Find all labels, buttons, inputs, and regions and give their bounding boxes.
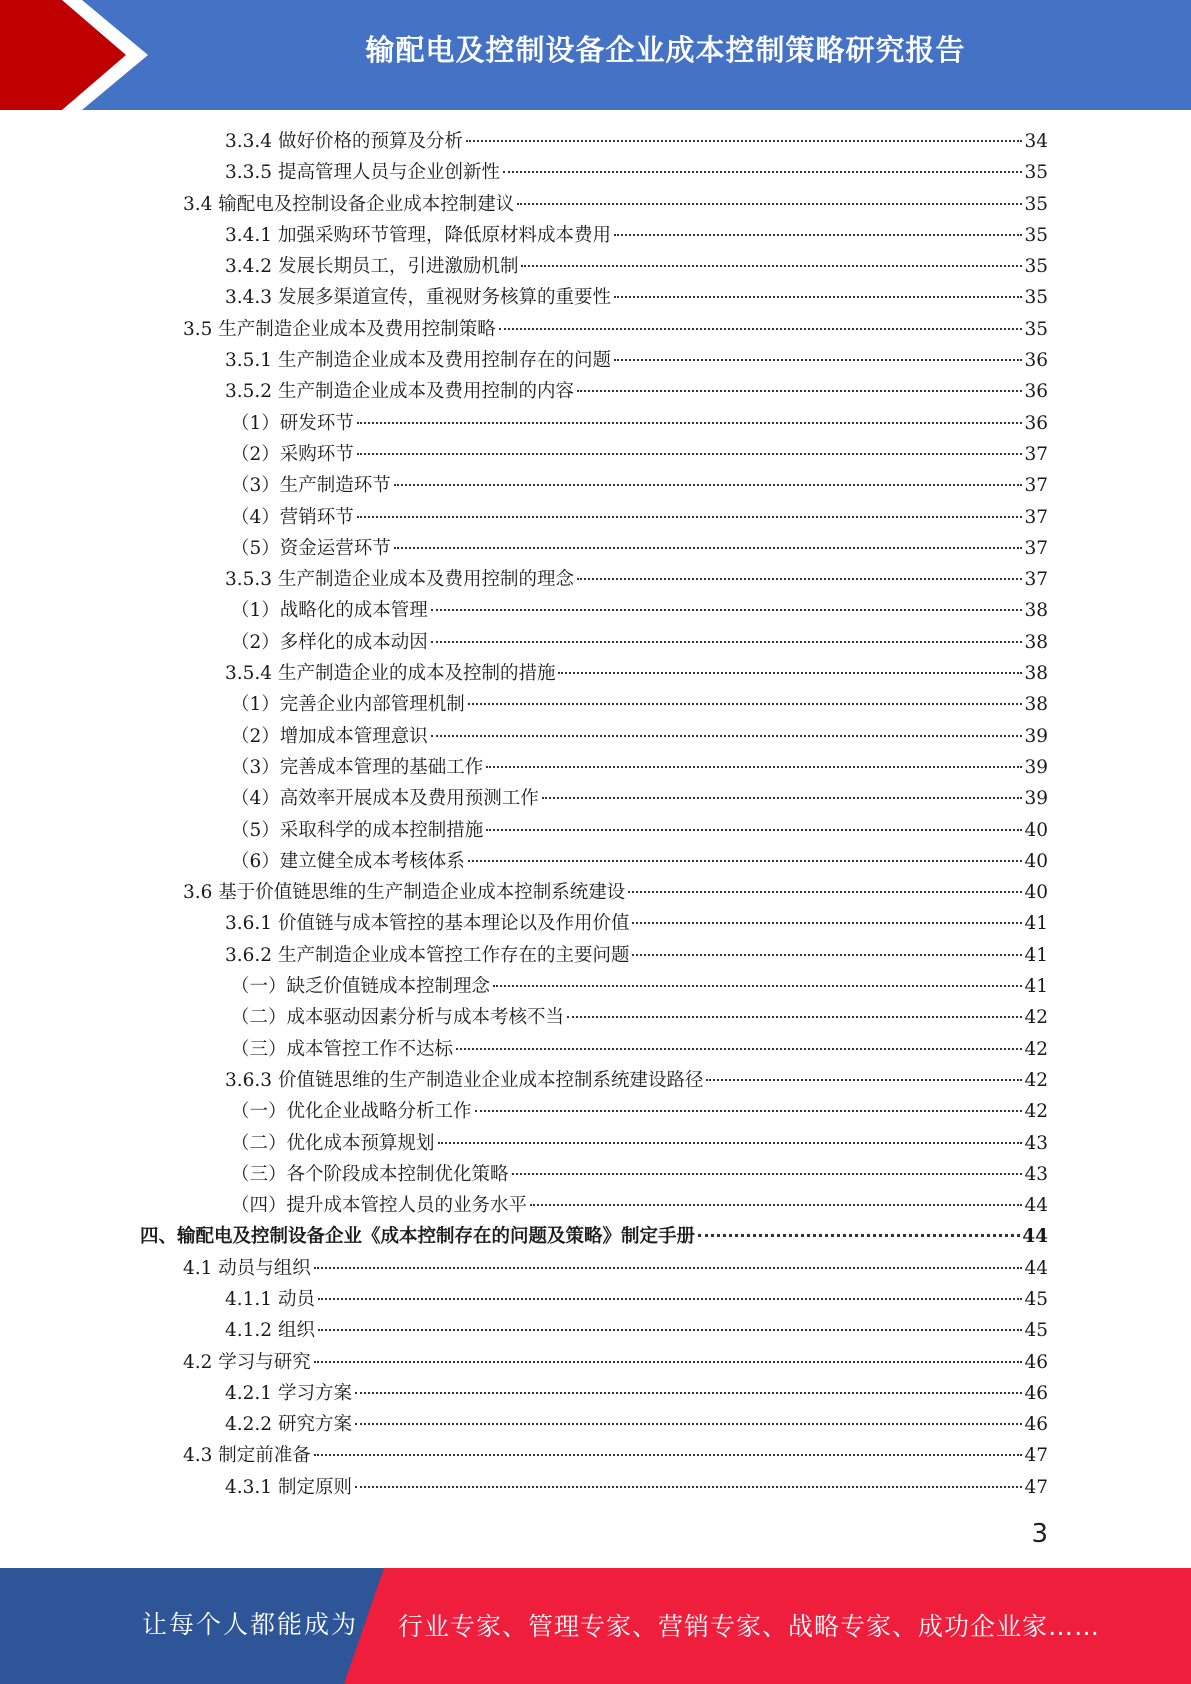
toc-entry-page: 37	[1024, 537, 1048, 559]
toc-entry-page: 35	[1024, 193, 1048, 215]
toc-entry[interactable]	[140, 1159, 1048, 1190]
toc-entry-page: 36	[1024, 381, 1048, 403]
toc-entry-page: 41	[1024, 944, 1048, 966]
toc-entry-page: 35	[1024, 256, 1048, 278]
header-red-arrow	[0, 0, 126, 110]
toc-entry-title: 3.5 生产制造企业成本及费用控制策略	[183, 318, 496, 340]
toc-entry[interactable]	[140, 721, 1048, 752]
toc-entry[interactable]	[140, 1002, 1048, 1033]
toc-entry-title: 4.3.1 制定原则	[225, 1476, 352, 1498]
toc-entry[interactable]	[140, 971, 1048, 1002]
toc-entry[interactable]	[140, 940, 1048, 971]
toc-dot-leader	[628, 891, 1022, 893]
toc-entry-title: 3.3.4 做好价格的预算及分析	[225, 131, 463, 152]
toc-entry[interactable]	[140, 1472, 1048, 1503]
toc-entry-title: 4.1 动员与组织	[183, 1257, 311, 1279]
toc-dot-leader	[314, 1454, 1023, 1456]
toc-entry[interactable]	[140, 783, 1048, 814]
toc-entry-title: （3）生产制造环节	[231, 475, 391, 497]
toc-entry-page: 42	[1024, 1007, 1048, 1029]
toc-entry-page: 47	[1024, 1445, 1048, 1467]
toc-entry[interactable]	[140, 1378, 1048, 1409]
toc-dot-leader	[577, 390, 1022, 392]
toc-entry-title: （二）优化成本预算规划	[231, 1132, 435, 1154]
toc-dot-leader	[706, 1079, 1022, 1081]
toc-entry-page: 35	[1024, 224, 1048, 246]
toc-dot-leader	[632, 954, 1022, 956]
toc-dot-leader	[512, 1173, 1023, 1175]
toc-dot-leader	[431, 609, 1023, 611]
toc-entry-title: （2）采购环节	[231, 443, 354, 465]
toc-entry-title: （一）缺乏价值链成本控制理念	[231, 976, 491, 998]
toc-entry-page: 36	[1024, 350, 1048, 372]
toc-dot-leader	[632, 922, 1022, 924]
toc-entry-title: （一）优化企业战略分析工作	[231, 1101, 472, 1123]
toc-entry-page: 35	[1024, 318, 1048, 340]
toc-dot-leader	[475, 1110, 1023, 1112]
toc-dot-leader	[431, 735, 1023, 737]
toc-entry[interactable]	[140, 752, 1048, 783]
toc-entry[interactable]	[140, 1096, 1048, 1127]
toc-dot-leader	[521, 265, 1022, 267]
toc-entry[interactable]	[140, 564, 1048, 595]
toc-entry-title: （3）完善成本管理的基础工作	[231, 756, 484, 778]
toc-entry[interactable]	[140, 439, 1048, 470]
toc-entry-page: 47	[1024, 1476, 1048, 1498]
toc-entry[interactable]	[140, 282, 1048, 313]
toc-dot-leader	[577, 578, 1022, 580]
toc-entry-title: 3.4.3 发展多渠道宣传，重视财务核算的重要性	[225, 287, 611, 309]
toc-entry-page: 38	[1024, 663, 1048, 685]
toc-dot-leader	[355, 1486, 1023, 1488]
toc-entry-title: 3.5.3 生产制造企业成本及费用控制的理念	[225, 569, 574, 591]
toc-entry[interactable]	[140, 1253, 1048, 1284]
toc-dot-leader	[466, 140, 1022, 142]
toc-entry[interactable]	[140, 815, 1048, 846]
toc-entry[interactable]	[140, 376, 1048, 407]
toc-entry-page: 46	[1024, 1382, 1048, 1404]
toc-entry-title: （二）成本驱动因素分析与成本考核不当	[231, 1007, 565, 1029]
toc-entry-page: 46	[1024, 1351, 1048, 1373]
toc-entry[interactable]	[140, 1190, 1048, 1221]
toc-entry-page: 38	[1024, 694, 1048, 716]
toc-entry[interactable]	[140, 251, 1048, 282]
toc-entry-title: 3.4.2 发展长期员工，引进激励机制	[225, 256, 519, 278]
toc-entry-title: 3.6.1 价值链与成本管控的基本理论以及作用价值	[225, 913, 630, 935]
toc-dot-leader	[468, 703, 1023, 705]
page-footer	[0, 1568, 1191, 1684]
toc-entry-page: 43	[1024, 1132, 1048, 1154]
toc-entry[interactable]	[140, 1128, 1048, 1159]
toc-entry-title: （2）增加成本管理意识	[231, 725, 428, 747]
toc-entry[interactable]	[140, 533, 1048, 564]
toc-entry-title: 3.6.2 生产制造企业成本管控工作存在的主要问题	[225, 944, 630, 966]
toc-entry-page: 37	[1024, 443, 1048, 465]
toc-entry[interactable]	[140, 595, 1048, 626]
toc-entry-page: 44	[1024, 1257, 1048, 1279]
toc-entry-title: 4.3 制定前准备	[183, 1445, 311, 1467]
toc-entry[interactable]	[140, 1409, 1048, 1440]
toc-entry-page: 40	[1024, 850, 1048, 872]
toc-entry-page: 42	[1024, 1038, 1048, 1060]
toc-entry-page: 34	[1024, 131, 1048, 152]
toc-dot-leader	[614, 359, 1022, 361]
toc-entry[interactable]	[140, 846, 1048, 877]
toc-entry[interactable]	[140, 220, 1048, 251]
toc-entry-title: 3.4.1 加强采购环节管理，降低原材料成本费用	[225, 224, 611, 246]
toc-entry-title: （6）建立健全成本考核体系	[231, 850, 465, 872]
toc-entry-page: 39	[1024, 756, 1048, 778]
toc-dot-leader	[567, 1016, 1022, 1018]
toc-dot-leader	[357, 516, 1023, 518]
toc-dot-leader	[486, 766, 1022, 768]
toc-entry[interactable]	[140, 1440, 1048, 1471]
toc-dot-leader	[493, 985, 1022, 987]
toc-entry[interactable]	[140, 345, 1048, 376]
toc-entry-page: 42	[1024, 1069, 1048, 1091]
toc-dot-leader	[318, 1329, 1023, 1331]
toc-entry-title: （5）资金运营环节	[231, 537, 391, 559]
toc-entry-title: 4.2 学习与研究	[183, 1351, 311, 1373]
toc-dot-leader	[698, 1234, 1020, 1237]
page-number: 3	[1031, 1519, 1048, 1549]
toc-entry-title: （1）战略化的成本管理	[231, 600, 428, 622]
toc-dot-leader	[394, 547, 1023, 549]
toc-entry[interactable]	[140, 627, 1048, 658]
toc-entry-title: 4.2.1 学习方案	[225, 1382, 352, 1404]
toc-dot-leader	[503, 171, 1022, 173]
toc-entry-title: 3.3.5 提高管理人员与企业创新性	[225, 162, 500, 184]
toc-entry[interactable]	[140, 877, 1048, 908]
toc-dot-leader	[517, 203, 1022, 205]
toc-entry-title: 3.5.4 生产制造企业的成本及控制的措施	[225, 663, 556, 685]
toc-dot-leader	[438, 1142, 1023, 1144]
toc-entry[interactable]	[140, 1221, 1048, 1252]
header-title: 输配电及控制设备企业成本控制策略研究报告	[365, 33, 966, 67]
toc-entry[interactable]	[140, 1034, 1048, 1065]
toc-entry-page: 39	[1024, 725, 1048, 747]
toc-dot-leader	[355, 1392, 1023, 1394]
toc-entry-title: （1）完善企业内部管理机制	[231, 694, 465, 716]
toc-entry-page: 45	[1024, 1320, 1048, 1342]
toc-entry-title: 四、输配电及控制设备企业《成本控制存在的问题及策略》制定手册	[140, 1226, 696, 1248]
footer-slogan-right: 行业专家、管理专家、营销专家、战略专家、成功企业家……	[398, 1612, 1101, 1641]
toc-entry-page: 35	[1024, 162, 1048, 184]
toc-entry-title: （5）采取科学的成本控制措施	[231, 819, 484, 841]
toc-entry-title: 3.5.1 生产制造企业成本及费用控制存在的问题	[225, 350, 611, 372]
toc-entry-title: （4）营销环节	[231, 506, 354, 528]
toc-entry-page: 37	[1024, 569, 1048, 591]
toc-entry[interactable]	[140, 658, 1048, 689]
toc-entry[interactable]	[140, 1315, 1048, 1346]
toc-entry[interactable]	[140, 1347, 1048, 1378]
toc-dot-leader	[486, 829, 1022, 831]
toc-entry-page: 45	[1024, 1288, 1048, 1310]
toc-dot-leader	[314, 1267, 1023, 1269]
toc-dot-leader	[355, 1423, 1023, 1425]
toc-entry-title: （2）多样化的成本动因	[231, 631, 428, 653]
toc-dot-leader	[318, 1298, 1023, 1300]
toc-entry[interactable]	[140, 908, 1048, 939]
toc-entry-title: 3.4 输配电及控制设备企业成本控制建议	[183, 193, 515, 215]
toc-dot-leader	[431, 641, 1023, 643]
toc-entry-page: 41	[1024, 976, 1048, 998]
toc-entry[interactable]	[140, 502, 1048, 533]
toc-entry[interactable]	[140, 126, 1048, 157]
toc-entry-title: 3.6.3 价值链思维的生产制造业企业成本控制系统建设路径	[225, 1069, 704, 1091]
footer-slogan-left: 让每个人都能成为	[142, 1610, 359, 1639]
toc-entry-title: （1）研发环节	[231, 412, 354, 434]
toc-entry-title: 4.1.1 动员	[225, 1288, 315, 1310]
toc-entry-title: 4.1.2 组织	[225, 1320, 315, 1342]
toc-dot-leader	[530, 1204, 1022, 1206]
toc-entry-page: 42	[1024, 1101, 1048, 1123]
toc-entry-page: 38	[1024, 631, 1048, 653]
toc-entry-page: 41	[1024, 913, 1048, 935]
toc-entry-page: 36	[1024, 412, 1048, 434]
toc-dot-leader	[614, 234, 1022, 236]
toc-dot-leader	[357, 453, 1023, 455]
toc-entry-title: 3.5.2 生产制造企业成本及费用控制的内容	[225, 381, 574, 403]
toc-entry[interactable]	[140, 314, 1048, 345]
toc-entry[interactable]	[140, 189, 1048, 220]
toc-entry-title: （三）成本管控工作不达标	[231, 1038, 454, 1060]
toc-entry-title: （四）提升成本管控人员的业务水平	[231, 1195, 528, 1217]
toc-dot-leader	[456, 1048, 1022, 1050]
toc-entry[interactable]	[140, 470, 1048, 501]
table-of-contents	[140, 126, 1048, 1503]
page-header	[0, 0, 1191, 110]
toc-entry-title: （三）各个阶段成本控制优化策略	[231, 1163, 509, 1185]
toc-entry[interactable]	[140, 157, 1048, 188]
toc-entry-page: 39	[1024, 788, 1048, 810]
toc-entry-title: （4）高效率开展成本及费用预测工作	[231, 788, 539, 810]
toc-entry[interactable]	[140, 689, 1048, 720]
toc-entry-page: 44	[1024, 1195, 1048, 1217]
toc-entry-page: 43	[1024, 1163, 1048, 1185]
toc-dot-leader	[357, 422, 1023, 424]
toc-entry[interactable]	[140, 1284, 1048, 1315]
toc-dot-leader	[614, 296, 1022, 298]
toc-entry-title: 4.2.2 研究方案	[225, 1414, 352, 1436]
toc-entry-page: 35	[1024, 287, 1048, 309]
toc-entry-page: 40	[1024, 882, 1048, 904]
toc-entry-page: 37	[1024, 475, 1048, 497]
toc-dot-leader	[468, 860, 1023, 862]
toc-entry-page: 46	[1024, 1414, 1048, 1436]
toc-dot-leader	[542, 797, 1023, 799]
toc-entry-title: 3.6 基于价值链思维的生产制造企业成本控制系统建设	[183, 882, 626, 904]
toc-entry[interactable]	[140, 1065, 1048, 1096]
toc-entry-page: 44	[1022, 1226, 1048, 1248]
toc-dot-leader	[314, 1361, 1023, 1363]
toc-dot-leader	[558, 672, 1022, 674]
toc-dot-leader	[394, 484, 1023, 486]
toc-entry-page: 40	[1024, 819, 1048, 841]
toc-entry[interactable]	[140, 408, 1048, 439]
toc-entry-page: 37	[1024, 506, 1048, 528]
toc-dot-leader	[499, 328, 1023, 330]
toc-entry-page: 38	[1024, 600, 1048, 622]
